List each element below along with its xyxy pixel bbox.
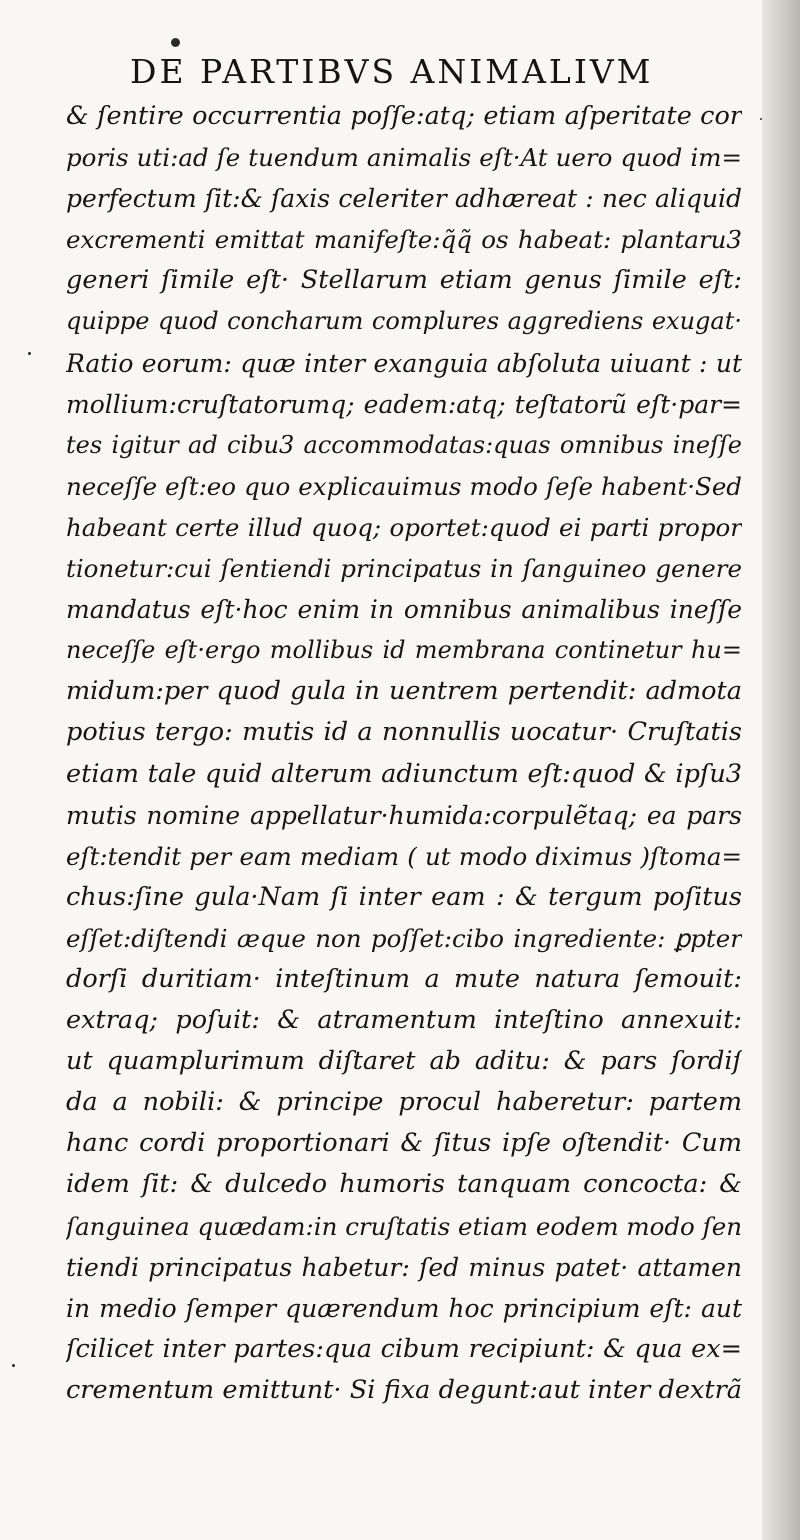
text-line: idem ſit: & dulcedo humoris tanquam concocta: & — [66, 1169, 742, 1200]
text-line: ſanguinea quædam:in cruſtatis etiam eodem modo ſen — [66, 1211, 742, 1241]
text-line: ut quamplurimum diſtaret ab aditu: & pars ſordiſ — [66, 1046, 742, 1077]
ink-speck — [28, 352, 31, 355]
text-line: chus:ſine gula·Nam ſi inter eam : & tergum poſitus — [66, 881, 742, 912]
text-line: extraq; poſuit: & atramentum inteſtino annexuit: — [66, 1005, 742, 1036]
text-line: hanc cordi proportionari & ſitus ipſe oſtendit· Cum — [66, 1128, 742, 1159]
text-line: in medio ſemper quærendum hoc principium eſt: aut — [66, 1293, 742, 1323]
text-line: eſſet:diſtendi æque non poſſet:cibo ingrediente: ꝑpter — [66, 923, 742, 953]
text-line: mutis nomine appellatur·humida:corpulẽtaq; ea pars — [66, 800, 742, 830]
text-line: habeant certe illud quoq; oportet:quod ei parti propor — [66, 512, 742, 542]
text-line: mandatus eſt·hoc enim in omnibus animalibus ineſſe — [66, 595, 742, 625]
text-line: Ratio eorum: quæ inter exanguia abſoluta uiuant : ut — [66, 348, 742, 378]
ink-speck — [760, 118, 762, 120]
text-line: dorſi duritiam· inteſtinum a mute natura ſemouit: — [66, 963, 742, 994]
ink-speck — [12, 1364, 15, 1367]
text-line: midum:per quod gula in uentrem pertendit: admota — [66, 676, 742, 707]
page-gutter-shadow — [762, 0, 800, 1540]
text-body — [66, 96, 742, 1411]
text-line: etiam tale quid alterum adiunctum eſt:quod & ipſu3 — [66, 758, 742, 789]
text-line: neceſſe eſt·ergo mollibus id membrana continetur hu= — [66, 636, 742, 665]
text-line: neceſſe eſt:eo quo explicauimus modo ſeſe habent·Sed — [66, 471, 742, 501]
ink-speck — [171, 38, 180, 47]
text-line: tiendi principatus habetur: ſed minus patet· attamen — [66, 1252, 742, 1282]
text-line: perfectum ſit:& ſaxis celeriter adhæreat : nec aliquid — [66, 184, 742, 214]
text-line: eſt:tendit per eam mediam ( ut modo diximus )ſtoma= — [66, 841, 742, 871]
text-line: quippe quod concharum complures aggrediens exugat· — [66, 307, 742, 336]
text-line: & ſentire occurrentia poſſe:atq; etiam aſperitate cor — [66, 101, 742, 131]
running-head: DE PARTIBVS ANIMALIVM — [130, 52, 654, 91]
text-line: da a nobili: & principe procul haberetur: partem — [66, 1087, 742, 1118]
text-line: ſcilicet inter partes:qua cibum recipiunt: & qua ex= — [66, 1333, 742, 1364]
text-line: mollium:cruſtatorumq; eadem:atq; teſtatorũ eſt·par= — [66, 389, 742, 419]
text-line: generi ſimile eſt· Stellarum etiam genus ſimile eſt: — [66, 265, 742, 296]
text-line: potius tergo: mutis id a nonnullis uocatur· Cruſtatis — [66, 717, 742, 748]
text-line: poris uti:ad ſe tuendum animalis eſt·At uero quod im= — [66, 143, 742, 173]
text-line: crementum emittunt· Si fixa degunt:aut inter dextrã — [66, 1374, 742, 1405]
text-line: excrementi emittat manifeſte:q̃q̃ os habeat: plantaru3 — [66, 225, 742, 255]
text-line: tionetur:cui ſentiendi principatus in ſanguineo genere — [66, 554, 742, 584]
text-line: tes igitur ad cibu3 accommodatas:quas omnibus ineſſe — [66, 430, 742, 459]
